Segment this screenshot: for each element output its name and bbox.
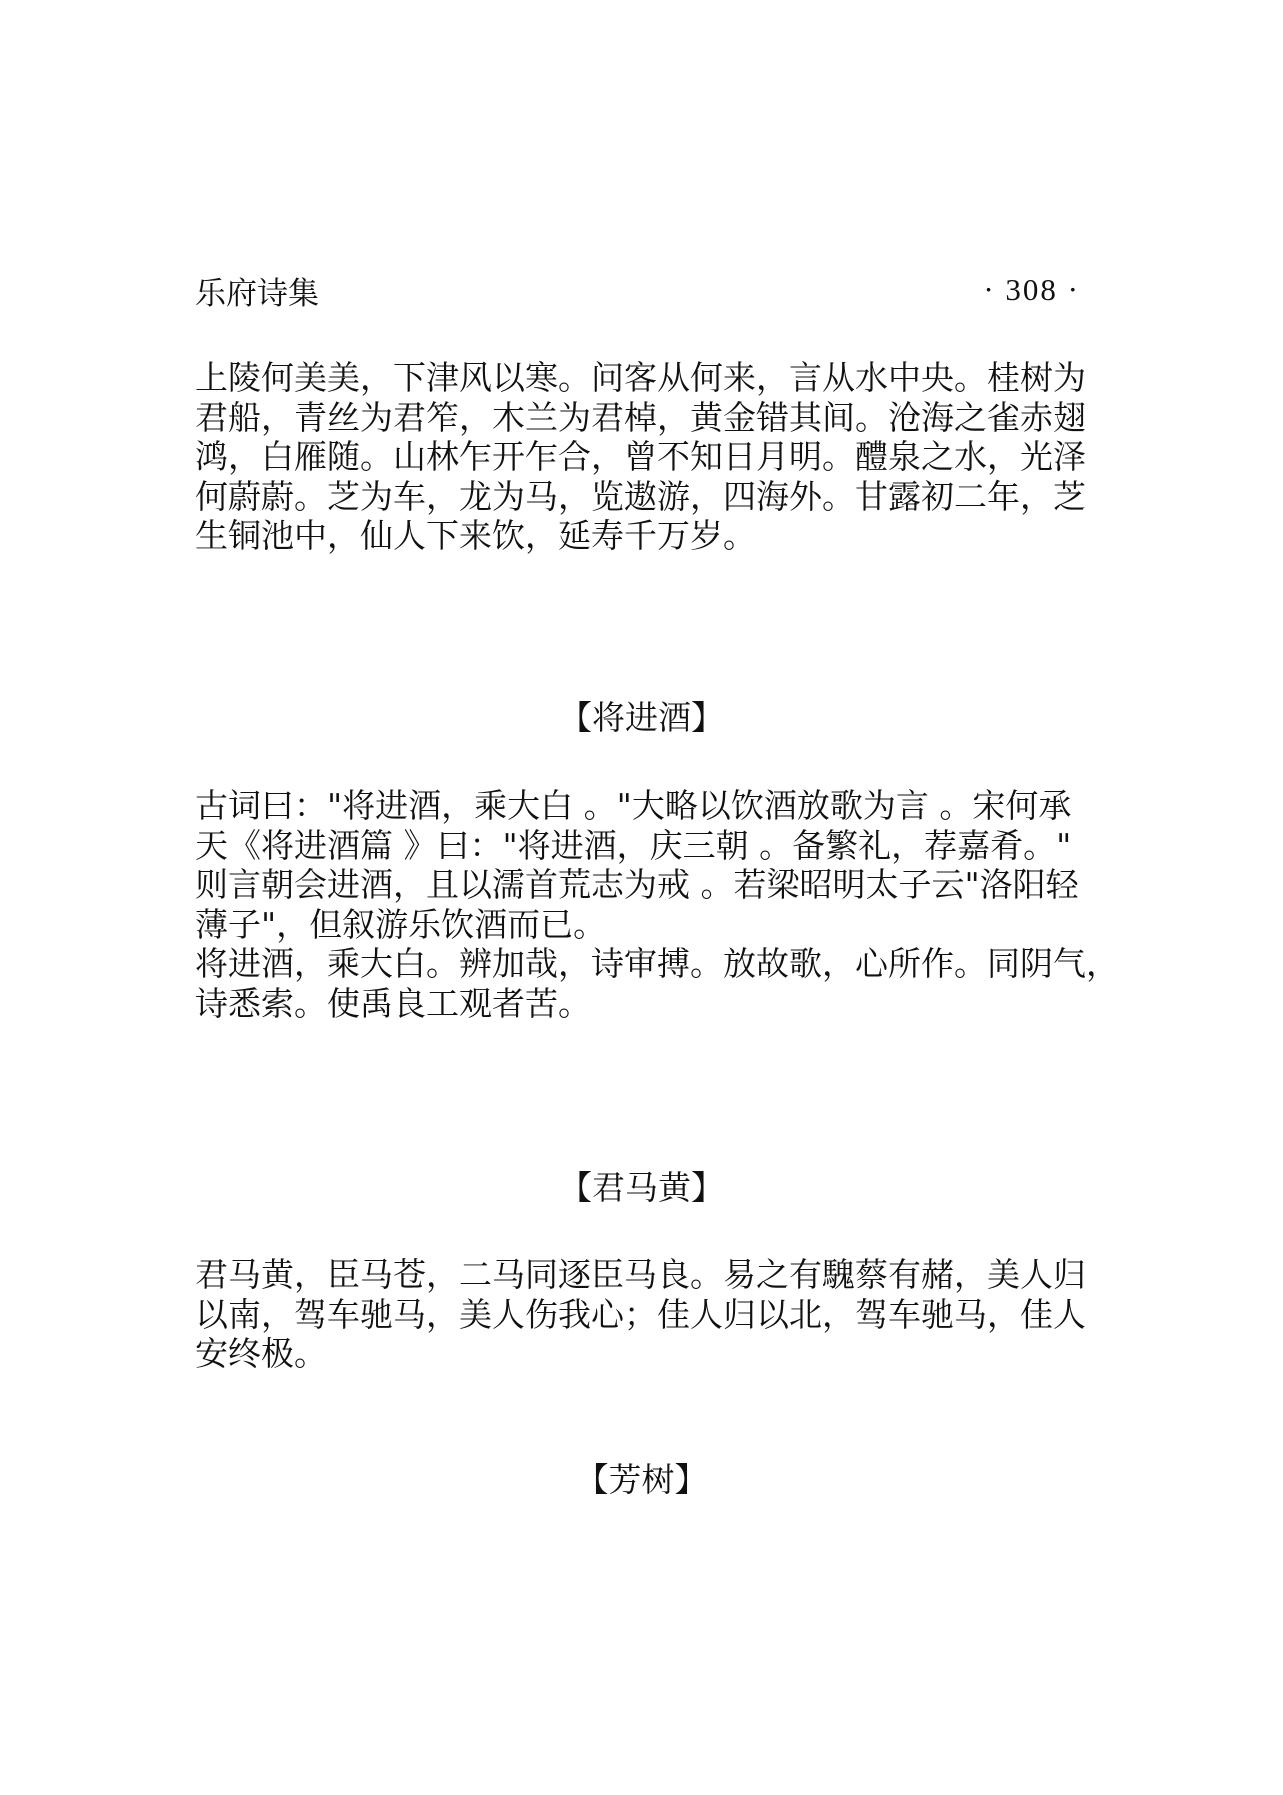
text-line: 上陵何美美，下津风以寒。问客从何来，言从水中央。桂树为 [195, 358, 1086, 397]
text-line: 君马黄，臣马苍，二马同逐臣马良。易之有騩蔡有赭，美人归 [195, 1255, 1086, 1294]
text-line: 安终极。 [195, 1334, 327, 1373]
book-title: 乐府诗集 [195, 275, 319, 312]
text-line: 薄子"，但叙游乐饮酒而已。 [195, 904, 607, 944]
page-number: · 308 · [983, 272, 1080, 307]
text-line: 将进酒，乘大白。辨加哉，诗审搏。放故歌，心所作。同阴气， [195, 944, 1119, 983]
text-line: 以南，驾车驰马，美人伤我心；佳人归以北，驾车驰马，佳人 [195, 1294, 1086, 1334]
poem-text-shangling [195, 358, 1095, 556]
text-line: 何蔚蔚。芝为车，龙为马，览遨游，四海外。甘露初二年，芝 [195, 476, 1086, 516]
poem-text-jiangjinjiu [195, 786, 1119, 1023]
text-line: 则言朝会进酒，且以濡首荒志为戒 。若梁昭明太子云"洛阳轻 [195, 865, 1079, 904]
text-line: 古词曰："将进酒，乘大白 。"大略以饮酒放歌为言 。宋何承 [195, 786, 1072, 825]
text-line: 生铜池中，仙人下来饮，延寿千万岁。 [195, 516, 756, 555]
section-title-junmahuang: 【君马黄】 [559, 1168, 724, 1207]
text-line: 鸿，白雁随。山林乍开乍合，曾不知日月明。醴泉之水，光泽 [195, 437, 1086, 476]
section-title-fangshu: 【芳树】 [575, 1460, 708, 1499]
section-title-jiangjinjiu: 【将进酒】 [559, 698, 724, 737]
page-header [195, 268, 1080, 312]
text-line: 天《将进酒篇 》曰："将进酒，庆三朝 。备繁礼，荐嘉肴。" [195, 825, 1072, 865]
text-line: 诗悉索。使禹良工观者苦。 [195, 983, 591, 1023]
text-line: 君船，青丝为君笮，木兰为君棹，黄金错其间。沧海之雀赤翅 [195, 397, 1086, 437]
poem-text-junmahuang [195, 1255, 1095, 1374]
